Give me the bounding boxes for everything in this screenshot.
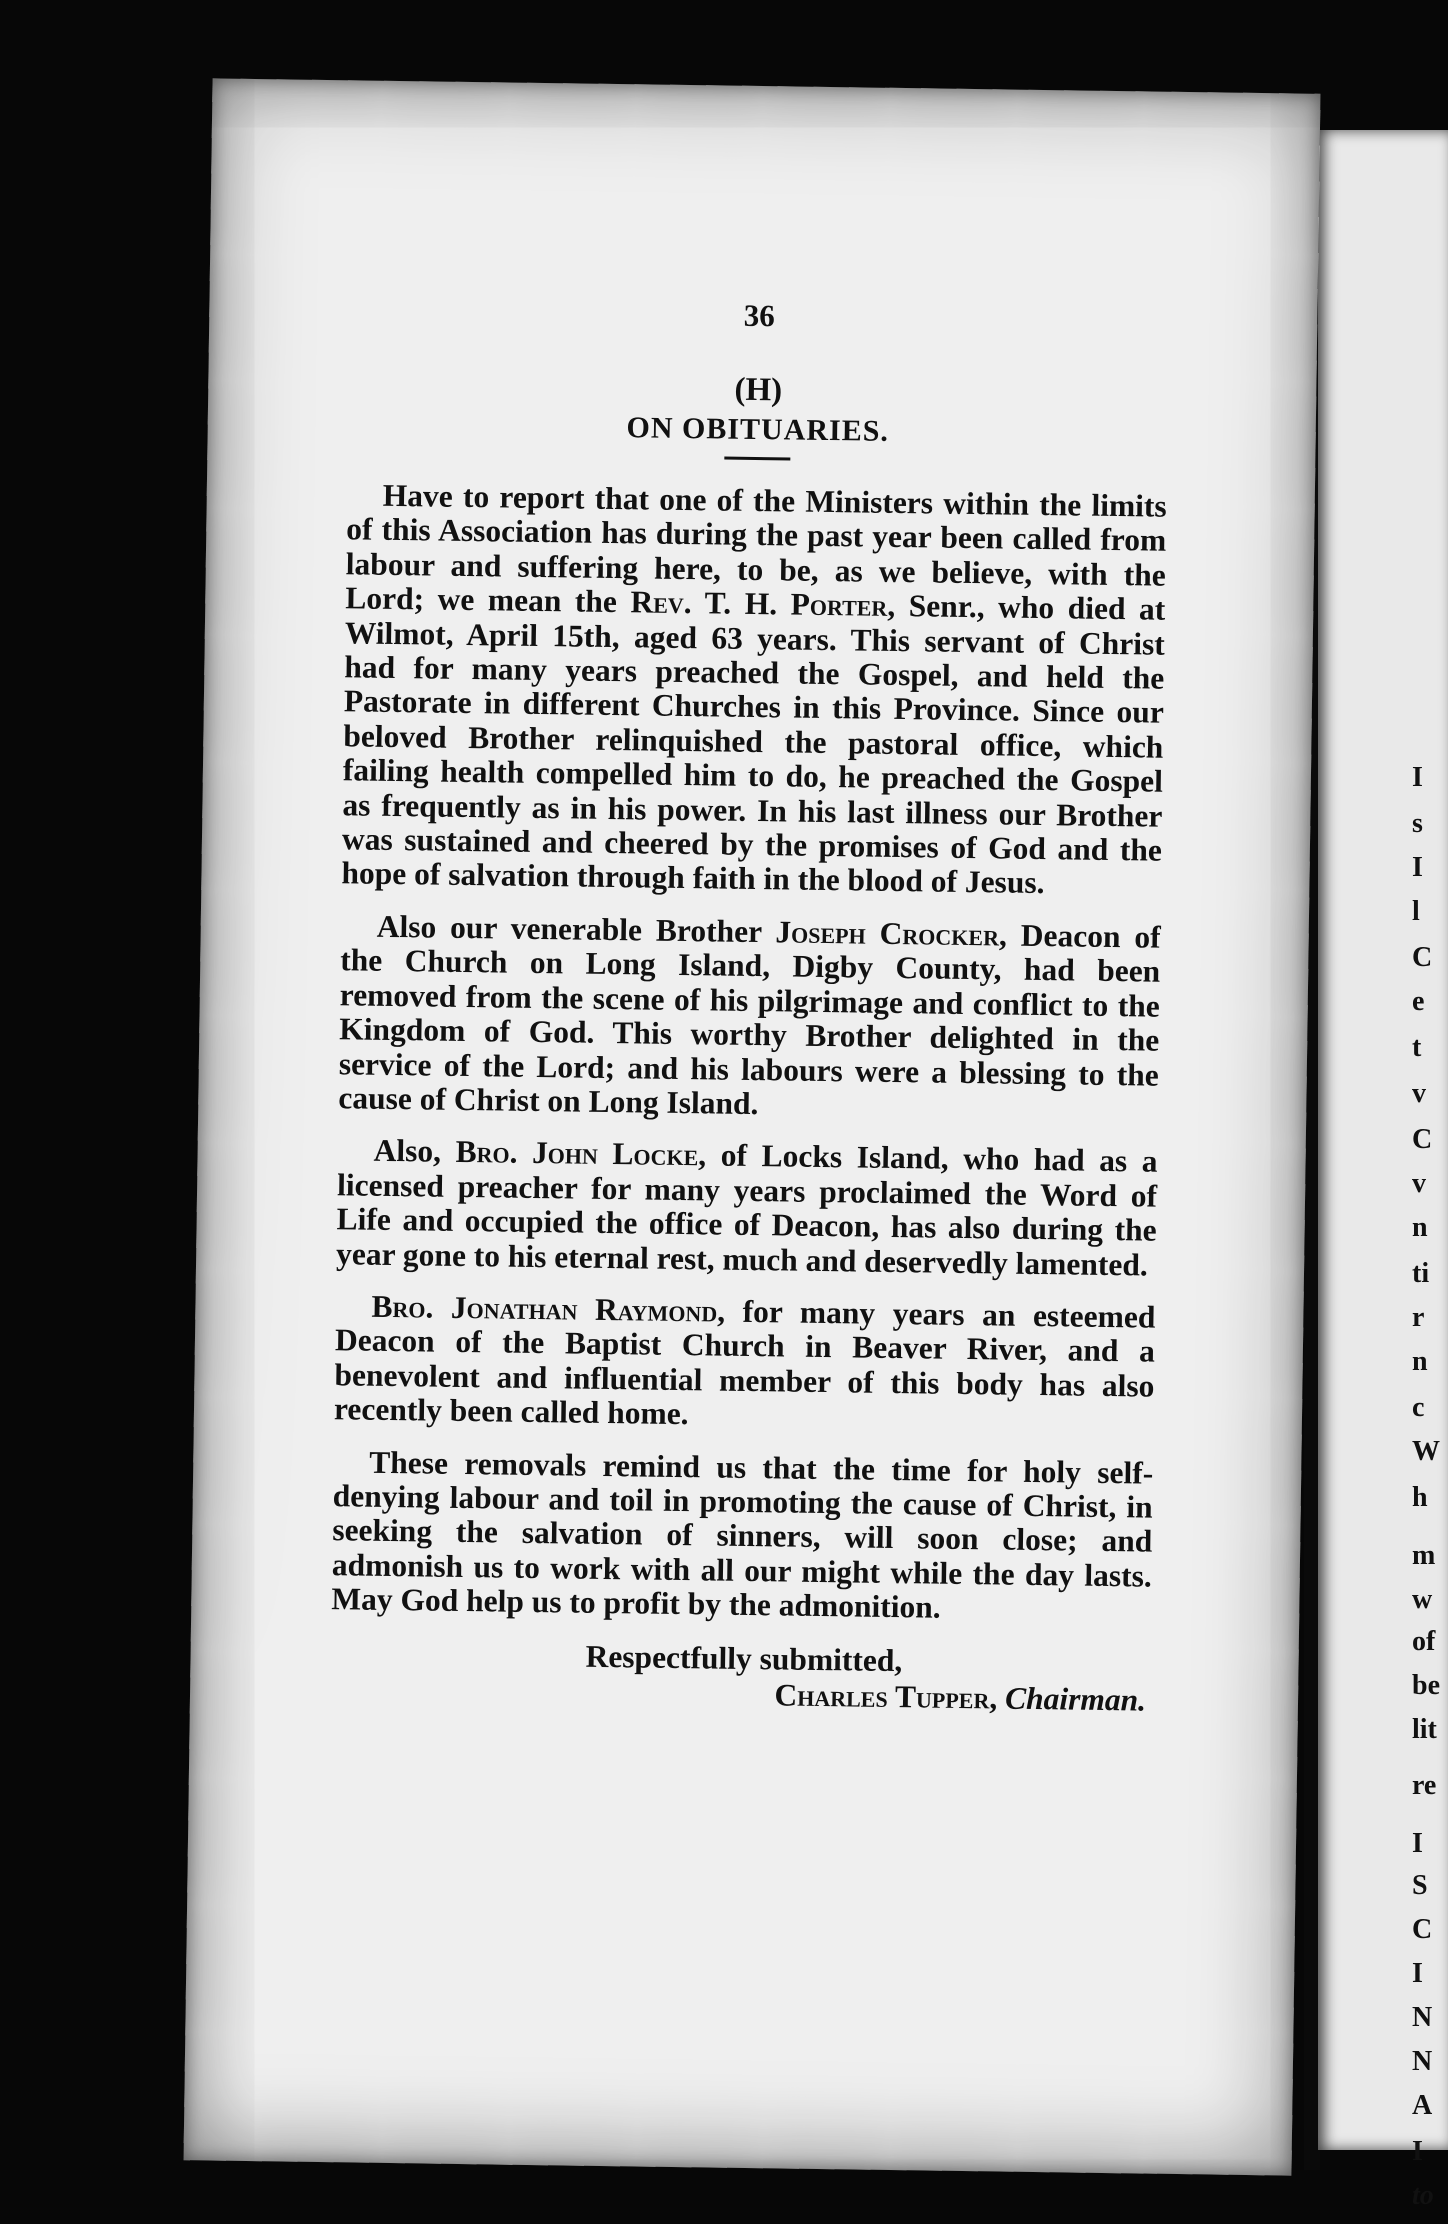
adjacent-page-fragment: I [1412, 1828, 1423, 1859]
adjacent-page-fragment: to [1412, 2180, 1434, 2211]
adjacent-page-fragment: S [1412, 1870, 1428, 1901]
paragraph-text: Also, [373, 1133, 456, 1170]
adjacent-page-fragment: v [1412, 1168, 1426, 1199]
paragraph-text: , for many years an esteemed Deacon of the Baptist Church in Beaver River, and a benevolent and influential member of this body has also recently been called home. [333, 1293, 1156, 1432]
title-rule [724, 457, 790, 461]
paragraph-text: Also our venerable Brother [376, 908, 776, 950]
paragraph-porter [341, 478, 1167, 902]
paragraph-text: , Senr., who died at Wilmot, April 15th, aged 63 years. This servant of Christ had for many years preached the Gospel, and held the Pastorate in different Churches in this Province. Since our beloved Brother relinquished the pastoral office, which failing health compelled him to do, he preached the Gospel as frequently as in his power. In his last illness our Brother was sustained and cheered by the promises of God and the hope of salvation through faith in the blood of Jesus. [341, 588, 1166, 901]
closing-submitted: Respectfully submitted, [585, 1638, 903, 1678]
adjacent-page-fragment: I [1412, 2136, 1423, 2167]
adjacent-page-fragment: m [1412, 1540, 1436, 1571]
adjacent-page-fragment: I [1412, 1958, 1423, 1989]
signer-name: Charles Tupper, [774, 1676, 998, 1716]
adjacent-page-fragment: W [1412, 1436, 1440, 1467]
adjacent-page-fragment: be [1412, 1670, 1440, 1701]
adjacent-page-fragment: ti [1412, 1258, 1430, 1289]
name-raymond: Bro. Jonathan Raymond [371, 1288, 718, 1329]
adjacent-page-fragment: w [1412, 1584, 1433, 1615]
paragraph-crocker [338, 909, 1161, 1127]
adjacent-page-fragment: s [1412, 808, 1423, 839]
document-page [184, 78, 1321, 2175]
adjacent-page-fragment: n [1412, 1212, 1428, 1243]
section-title: ON OBITUARIES. [626, 411, 890, 448]
adjacent-page-fragment: re [1412, 1770, 1437, 1801]
adjacent-page-fragment: c [1412, 1392, 1425, 1423]
adjacent-page-fragment: t [1412, 1032, 1422, 1063]
name-crocker: Joseph Crocker [775, 914, 1000, 953]
name-locke: Bro. John Locke [455, 1134, 699, 1173]
adjacent-page-fragment: C [1412, 1914, 1433, 1945]
signer-role: Chairman. [1004, 1680, 1147, 1718]
adjacent-page-fragment: v [1412, 1078, 1426, 1109]
adjacent-page-fragment: h [1412, 1482, 1428, 1513]
adjacent-page-fragment: C [1412, 1124, 1433, 1155]
adjacent-page-fragment: n [1412, 1346, 1428, 1377]
section-letter: (H) [734, 371, 783, 409]
adjacent-page-fragment: l [1412, 896, 1420, 927]
paragraph-text: These removals remind us that the time for holy self-denying labour and toil in promoting the cause of Christ, in seeking the salvation of sinners, will soon close; and admonish us to work with all our might while the day lasts. May God help us to profit by the admonition. [331, 1444, 1154, 1625]
adjacent-page-fragment: C [1412, 942, 1433, 973]
paragraph-text: Have to report that one of the Ministers within the limits of this Association has during the past year been called from labour and suffering here, to be, as we believe, with the Lord; we mean the [345, 477, 1167, 620]
adjacent-page-fragment: of [1412, 1626, 1436, 1657]
adjacent-page-fragment: I [1412, 762, 1423, 793]
paragraph-removals [331, 1445, 1153, 1628]
page-number: 36 [743, 297, 776, 334]
adjacent-page-fragment: r [1412, 1302, 1425, 1333]
paragraph-text: , of Locks Island, who had as a licensed preacher for many years proclaimed the Word of Life and occupied the office of Deacon, has also during the year gone to his eternal rest, much and deservedly lamented. [335, 1137, 1158, 1283]
adjacent-page-fragment: I [1412, 852, 1423, 883]
paragraph-text: , Deacon of the Church on Long Island, Digby County, had been removed from the scene of his pilgrimage and conflict to the Kingdom of God. This worthy Brother delighted in the service of the Lord; and his labours were a blessing to the cause of Christ on Long Island. [338, 917, 1161, 1121]
paragraph-locke [336, 1134, 1158, 1283]
adjacent-page-fragment: e [1412, 986, 1425, 1017]
name-porter: Rev. T. H. Porter [630, 584, 888, 624]
adjacent-page-fragment: A [1412, 2090, 1433, 2121]
page-content [330, 292, 1170, 1718]
paragraph-raymond [334, 1289, 1156, 1438]
adjacent-page-fragment: N [1412, 2002, 1433, 2033]
adjacent-page-fragment: N [1412, 2046, 1433, 2077]
adjacent-page-fragment: lit [1412, 1714, 1437, 1745]
